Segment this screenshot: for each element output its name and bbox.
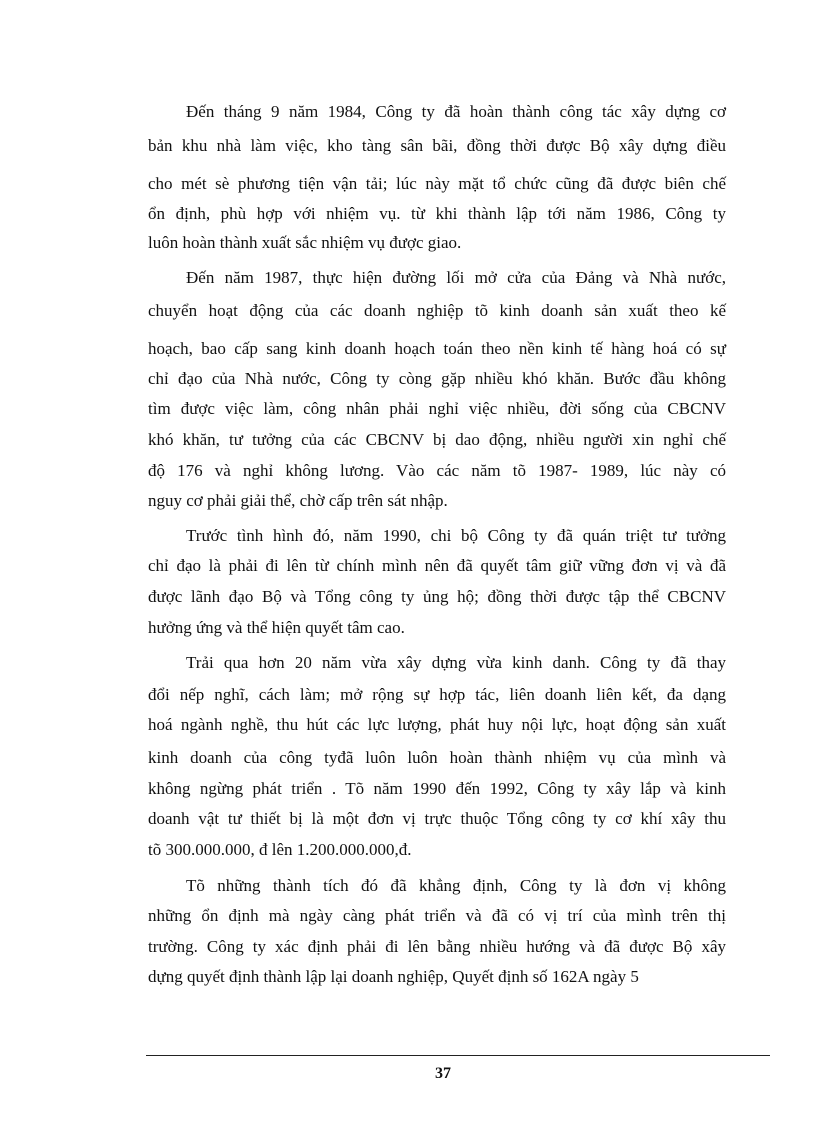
text-line: chỉ đạo của Nhà nước, Công ty còng gặp nhiều khó khăn. Bước đầu không (148, 369, 726, 388)
text-line: hoá ngành nghề, thu hút các lực lượng, phát huy nội lực, hoạt động sản xuất (148, 715, 726, 734)
text-line: doanh vật tư thiết bị là một đơn vị trực thuộc Tổng công ty cơ khí xây thu (148, 809, 726, 828)
text-line: Đến năm 1987, thực hiện đường lối mở cửa của Đảng và Nhà nước, (186, 268, 726, 287)
text-line: chỉ đạo là phải đi lên từ chính mình nên đã quyết tâm giữ vững đơn vị và đã (148, 556, 726, 575)
text-line: chuyển hoạt động của các doanh nghiệp tõ kinh doanh sản xuất theo kế (148, 301, 726, 320)
text-line: khó khăn, tư tưởng của các CBCNV bị dao động, nhiều người xin nghỉ chế (148, 430, 726, 449)
text-line: Tõ những thành tích đó đã khẳng định, Công ty là đơn vị không (186, 876, 726, 895)
text-line: dựng quyết định thành lập lại doanh nghiệp, Quyết định số 162A ngày 5 (148, 967, 639, 986)
text-line: cho mét sè phương tiện vận tải; lúc này mặt tổ chức cũng đã được biên chế (148, 174, 726, 193)
footer-divider (146, 1055, 770, 1056)
text-line: luôn hoàn thành xuất sắc nhiệm vụ được giao. (148, 233, 462, 252)
text-line: ổn định, phù hợp với nhiệm vụ. từ khi thành lập tới năm 1986, Công ty (148, 204, 726, 223)
text-line: trường. Công ty xác định phải đi lên bằng nhiều hướng và đã được Bộ xây (148, 937, 726, 956)
text-line: hưởng ứng và thể hiện quyết tâm cao. (148, 618, 405, 637)
text-line: tõ 300.000.000, đ lên 1.200.000.000,đ. (148, 840, 412, 859)
text-line: những ổn định mà ngày càng phát triển và đã có vị trí của mình trên thị (148, 906, 726, 925)
text-line: đổi nếp nghĩ, cách làm; mở rộng sự hợp tác, liên doanh liên kết, đa dạng (148, 685, 726, 704)
text-line: không ngừng phát triển . Tõ năm 1990 đến 1992, Công ty xây lắp và kinh (148, 779, 726, 798)
text-line: được lãnh đạo Bộ và Tổng công ty ủng hộ; đồng thời được tập thể CBCNV (148, 587, 726, 606)
text-line: bản khu nhà làm việc, kho tàng sân bãi, đồng thời được Bộ xây dựng điều (148, 136, 726, 155)
text-line: Trải qua hơn 20 năm vừa xây dựng vừa kinh danh. Công ty đã thay (186, 653, 726, 672)
text-line: tìm được việc làm, công nhân phải nghỉ việc nhiều, đời sống của CBCNV (148, 399, 726, 418)
text-line: Đến tháng 9 năm 1984, Công ty đã hoàn thành công tác xây dựng cơ (186, 102, 726, 121)
page-number: 37 (435, 1065, 451, 1082)
text-line: độ 176 và nghỉ không lương. Vào các năm tõ 1987- 1989, lúc này có (148, 461, 726, 480)
text-line: nguy cơ phải giải thể, chờ cấp trên sát nhập. (148, 491, 448, 510)
text-line: kinh doanh của công tyđã luôn luôn hoàn thành nhiệm vụ của mình và (148, 748, 726, 767)
text-line: hoạch, bao cấp sang kinh doanh hoạch toán theo nền kinh tế hàng hoá có sự (148, 339, 726, 358)
text-line: Trước tình hình đó, năm 1990, chi bộ Công ty đã quán triệt tư tưởng (186, 526, 726, 545)
